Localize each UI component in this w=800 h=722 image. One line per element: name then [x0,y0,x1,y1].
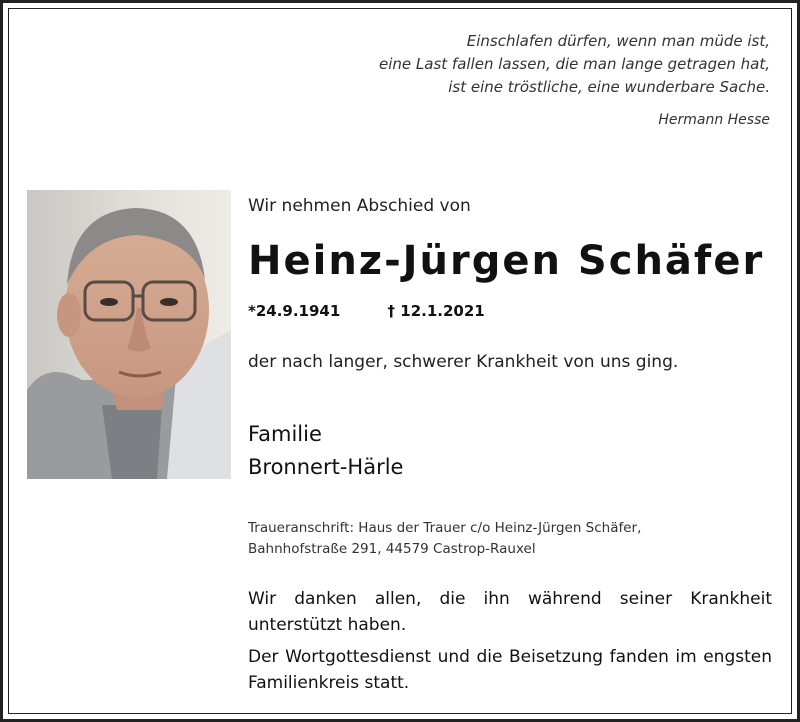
family-signature [248,418,403,484]
thanks-paragraph-2: Der Wortgottesdienst und die Beisetzung fanden im engsten Familienkreis statt. [248,647,772,693]
passing-phrase: der nach langer, schwerer Krankheit von uns ging. [248,352,679,372]
portrait-photo [27,190,231,479]
thanks-paragraph-1: Wir danken allen, die ihn während seiner Krankheit unterstützt haben. [248,589,772,635]
birth-date: *24.9.1941 [248,302,341,320]
thanks-text [248,586,772,702]
death-date: † 12.1.2021 [387,302,485,320]
family-line-1: Familie [248,422,322,446]
address-line-1: Traueranschrift: Haus der Trauer c/o Heinz-Jürgen Schäfer, [248,520,642,536]
quote-line-1: Einschlafen dürfen, wenn man müde ist, [466,32,770,50]
life-dates [248,302,485,320]
intro-text: Wir nehmen Abschied von [248,196,471,216]
portrait-illustration [27,190,231,479]
address-line-2: Bahnhofstraße 291, 44579 Castrop-Rauxel [248,541,536,557]
mourning-address [248,518,641,560]
deceased-name: Heinz-Jürgen Schäfer [248,238,765,284]
quote-line-2: eine Last fallen lassen, die man lange getragen hat, [379,55,770,73]
quote-author: Hermann Hesse [658,112,770,128]
hesse-quote [250,30,770,132]
family-line-2: Bronnert-Härle [248,455,404,479]
quote-line-3: ist eine tröstliche, eine wunderbare Sache. [448,78,770,96]
